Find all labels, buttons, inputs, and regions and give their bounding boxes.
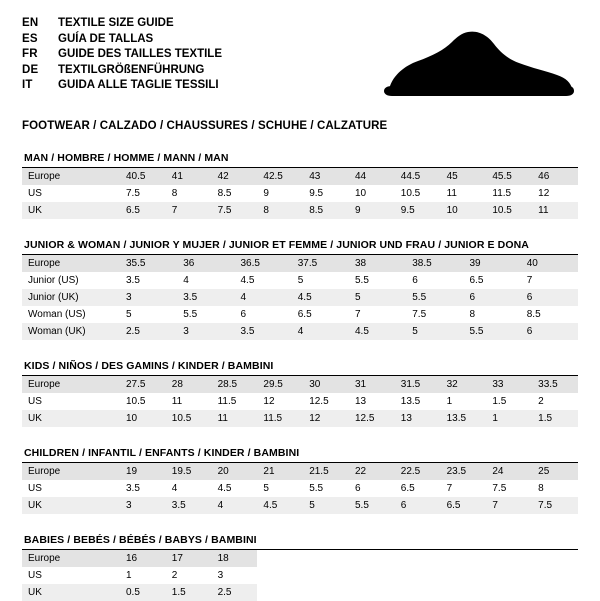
row-label: UK [22, 410, 120, 427]
cell: 28.5 [212, 376, 258, 393]
cell: 11.5 [492, 188, 512, 199]
cell-empty [257, 550, 303, 567]
cell: 46 [532, 168, 578, 185]
language-title: GUIDA ALLE TAGLIE TESSILI [58, 79, 219, 92]
cell: 28 [166, 376, 212, 393]
cell: 10 [441, 202, 487, 219]
cell: 9 [263, 188, 269, 199]
size-table-man [22, 168, 578, 219]
cell: 6.5 [120, 202, 166, 219]
cell: 7.5 [212, 202, 258, 219]
table-row [22, 463, 578, 480]
cell: 4.5 [217, 483, 232, 494]
cell: 22 [349, 463, 395, 480]
cell: 7 [166, 202, 212, 219]
cell: 7 [446, 483, 453, 494]
cell: 6 [412, 275, 418, 286]
size-table-junior-woman [22, 255, 578, 340]
cell: 38 [349, 255, 406, 272]
cell: 21.5 [303, 463, 349, 480]
cell: 13.5 [400, 396, 421, 407]
cell: 1.5 [166, 584, 212, 601]
table-row [22, 410, 578, 427]
cell: 12.5 [349, 410, 395, 427]
cell: 6 [521, 323, 578, 340]
cell: 38.5 [406, 255, 463, 272]
cell: 8.5 [303, 202, 349, 219]
cell: 3.5 [126, 275, 140, 286]
cell: 4.5 [292, 289, 349, 306]
cell: 5 [406, 323, 463, 340]
cell: 3.5 [126, 483, 140, 494]
row-label: Europe [22, 550, 120, 567]
table-row [22, 255, 578, 272]
cell: 29.5 [257, 376, 303, 393]
cell: 18 [212, 550, 258, 567]
cell-empty [395, 550, 441, 567]
cell: 5 [126, 309, 132, 320]
cell-empty [441, 550, 487, 567]
cell: 5.5 [464, 323, 521, 340]
cell: 10 [120, 410, 166, 427]
table-row [22, 376, 578, 393]
table-row [22, 323, 578, 340]
language-row [22, 47, 222, 63]
cell: 7.5 [492, 483, 507, 494]
cell: 8 [538, 483, 544, 494]
row-label: Europe [22, 463, 120, 480]
cell: 7 [486, 497, 532, 514]
table-row [22, 567, 578, 584]
cell: 5 [349, 289, 406, 306]
cell: 21 [257, 463, 303, 480]
cell: 4 [235, 289, 292, 306]
table-row [22, 202, 578, 219]
language-title: TEXTILGRÖßENFÜHRUNG [58, 63, 205, 76]
section-babies [22, 534, 578, 601]
row-label: Junior (UK) [22, 289, 120, 306]
cell-empty [486, 550, 532, 567]
section-title: CHILDREN / INFANTIL / ENFANTS / KINDER / BAMBINI [24, 447, 300, 459]
cell: 45.5 [486, 168, 532, 185]
table-row [22, 306, 578, 323]
section-title: MAN / HOMBRE / HOMME / MANN / MAN [24, 152, 229, 164]
row-label: Woman (US) [28, 309, 86, 320]
cell: 3.5 [235, 323, 292, 340]
cell: 13 [395, 410, 441, 427]
language-code: DE [22, 63, 39, 76]
cell: 42 [212, 168, 258, 185]
cell: 8.5 [217, 188, 232, 199]
cell: 1 [446, 396, 453, 407]
cell-empty [532, 550, 578, 567]
cell: 2 [538, 396, 544, 407]
row-label: US [28, 570, 42, 581]
cell: 10.5 [126, 396, 146, 407]
cell-empty [349, 550, 395, 567]
cell: 11.5 [217, 396, 237, 407]
cell: 5.5 [349, 497, 395, 514]
row-label: US [28, 483, 42, 494]
cell: 1.5 [492, 396, 507, 407]
cell: 13 [354, 396, 367, 407]
cell-empty [303, 567, 349, 584]
cell-empty [532, 584, 578, 601]
cell: 17 [166, 550, 212, 567]
language-titles [22, 16, 222, 94]
cell: 5.5 [309, 483, 324, 494]
cell: 12 [263, 396, 275, 407]
language-row [22, 63, 222, 79]
cell: 9.5 [309, 188, 324, 199]
cell: 33 [486, 376, 532, 393]
cell: 13.5 [441, 410, 487, 427]
cell: 11 [446, 188, 457, 199]
row-label: US [28, 396, 42, 407]
cell: 40 [521, 255, 578, 272]
cell: 44.5 [395, 168, 441, 185]
cell: 19.5 [166, 463, 212, 480]
cell: 5.5 [406, 289, 463, 306]
cell-empty [532, 567, 578, 584]
cell: 4.5 [257, 497, 303, 514]
cell: 3.5 [177, 289, 234, 306]
language-code: IT [22, 79, 33, 92]
cell: 22.5 [395, 463, 441, 480]
cell: 2 [171, 570, 178, 581]
cell: 30 [303, 376, 349, 393]
cell: 6 [464, 289, 521, 306]
cell: 12 [538, 188, 550, 199]
language-code: ES [22, 32, 38, 45]
cell: 8 [469, 309, 476, 320]
row-label: Woman (UK) [22, 323, 120, 340]
cell: 32 [441, 376, 487, 393]
table-row [22, 185, 578, 202]
cell: 11.5 [257, 410, 303, 427]
cell: 37.5 [292, 255, 349, 272]
cell: 4 [292, 323, 349, 340]
document-header [22, 16, 578, 106]
cell: 7 [526, 275, 533, 286]
language-row [22, 78, 222, 94]
cell: 8 [171, 188, 178, 199]
cell: 7.5 [532, 497, 578, 514]
cell: 35.5 [120, 255, 177, 272]
table-row [22, 289, 578, 306]
cell: 39 [464, 255, 521, 272]
cell: 5.5 [183, 309, 198, 320]
cell: 31 [349, 376, 395, 393]
cell: 31.5 [395, 376, 441, 393]
cell: 4 [183, 275, 189, 286]
cell: 5 [297, 275, 304, 286]
cell: 3 [177, 323, 234, 340]
cell: 27.5 [120, 376, 166, 393]
table-row [22, 550, 578, 567]
cell: 45 [441, 168, 487, 185]
cell: 1 [486, 410, 532, 427]
cell: 3 [217, 570, 224, 581]
section-title: JUNIOR & WOMAN / JUNIOR Y MUJER / JUNIOR ET FEMME / JUNIOR UND FRAU / JUNIOR E DONA [24, 239, 529, 251]
cell: 5.5 [355, 275, 369, 286]
cell: 33.5 [532, 376, 578, 393]
cell: 6 [240, 309, 247, 320]
cell: 36 [177, 255, 234, 272]
table-row [22, 497, 578, 514]
cell: 4 [212, 497, 258, 514]
cell: 12.5 [309, 396, 329, 407]
cell: 8.5 [526, 309, 541, 320]
cell: 3 [120, 289, 177, 306]
cell: 25 [532, 463, 578, 480]
cell: 24 [486, 463, 532, 480]
cell-empty [395, 584, 441, 601]
cell-empty [349, 567, 395, 584]
cell: 11 [212, 410, 258, 427]
size-table-kids [22, 376, 578, 427]
category-line: FOOTWEAR / CALZADO / CHAUSSURES / SCHUHE / CALZATURE [22, 120, 388, 132]
cell: 11 [171, 396, 183, 407]
cell: 12 [303, 410, 349, 427]
cell: 40.5 [120, 168, 166, 185]
section-title: KIDS / NIÑOS / DES GAMINS / KINDER / BAMBINI [24, 360, 274, 372]
cell: 5 [303, 497, 349, 514]
cell: 10.5 [400, 188, 421, 199]
cell: 3 [120, 497, 166, 514]
row-label: US [28, 188, 42, 199]
cell: 4.5 [240, 275, 255, 286]
cell: 0.5 [120, 584, 166, 601]
language-title: GUIDE DES TAILLES TEXTILE [58, 48, 222, 61]
cell-empty [257, 584, 303, 601]
language-code: EN [22, 17, 39, 29]
cell: 23.5 [441, 463, 487, 480]
section-kids [22, 360, 578, 427]
cell-empty [349, 584, 395, 601]
cell: 1.5 [532, 410, 578, 427]
section-man [22, 152, 578, 219]
table-row [22, 168, 578, 185]
cell: 9 [349, 202, 395, 219]
table-row [22, 480, 578, 497]
cell: 44 [349, 168, 395, 185]
language-row [22, 16, 222, 32]
cell: 6.5 [297, 309, 312, 320]
table-row [22, 393, 578, 410]
row-label: UK [22, 497, 120, 514]
cell: 7.5 [412, 309, 427, 320]
cell-empty [486, 567, 532, 584]
cell: 6.5 [441, 497, 487, 514]
section-title: BABIES / BEBÉS / BÉBÉS / BABYS / BAMBINI [24, 534, 257, 546]
cell: 43 [303, 168, 349, 185]
cell: 36.5 [235, 255, 292, 272]
cell: 5 [263, 483, 269, 494]
cell: 8 [257, 202, 303, 219]
cell: 10.5 [486, 202, 532, 219]
cell-empty [303, 550, 349, 567]
cell: 4 [171, 483, 178, 494]
row-label: UK [22, 202, 120, 219]
language-title: GUÍA DE TALLAS [58, 32, 154, 45]
cell: 9.5 [395, 202, 441, 219]
cell: 20 [212, 463, 258, 480]
cell: 7 [355, 309, 361, 320]
cell: 6 [395, 497, 441, 514]
cell-empty [395, 567, 441, 584]
language-code: FR [22, 48, 38, 61]
language-row [22, 32, 222, 48]
table-row [22, 584, 578, 601]
language-title: TEXTILE SIZE GUIDE [58, 17, 174, 29]
row-label: Europe [22, 376, 120, 393]
cell-empty [303, 584, 349, 601]
cell: 10 [354, 188, 367, 199]
cell: 16 [120, 550, 166, 567]
row-label: Junior (US) [28, 275, 79, 286]
cell: 3.5 [166, 497, 212, 514]
cell: 11 [532, 202, 578, 219]
dress-shoe-icon [378, 28, 574, 106]
cell: 6.5 [400, 483, 415, 494]
cell-empty [441, 584, 487, 601]
cell: 42.5 [257, 168, 303, 185]
section-junior-woman [22, 239, 578, 340]
cell: 6 [521, 289, 578, 306]
size-table-children [22, 463, 578, 514]
table-row [22, 272, 578, 289]
cell: 1 [126, 570, 132, 581]
cell: 4.5 [349, 323, 406, 340]
cell-empty [486, 584, 532, 601]
size-table-babies [22, 550, 578, 601]
section-children [22, 447, 578, 514]
cell: 41 [166, 168, 212, 185]
cell: 2.5 [120, 323, 177, 340]
cell: 7.5 [126, 188, 140, 199]
row-label: Europe [22, 168, 120, 185]
row-label: Europe [22, 255, 120, 272]
row-label: UK [22, 584, 120, 601]
cell: 10.5 [166, 410, 212, 427]
cell: 2.5 [212, 584, 258, 601]
cell-empty [441, 567, 487, 584]
cell: 19 [120, 463, 166, 480]
cell-empty [257, 567, 303, 584]
cell: 6.5 [469, 275, 484, 286]
cell: 6 [354, 483, 361, 494]
